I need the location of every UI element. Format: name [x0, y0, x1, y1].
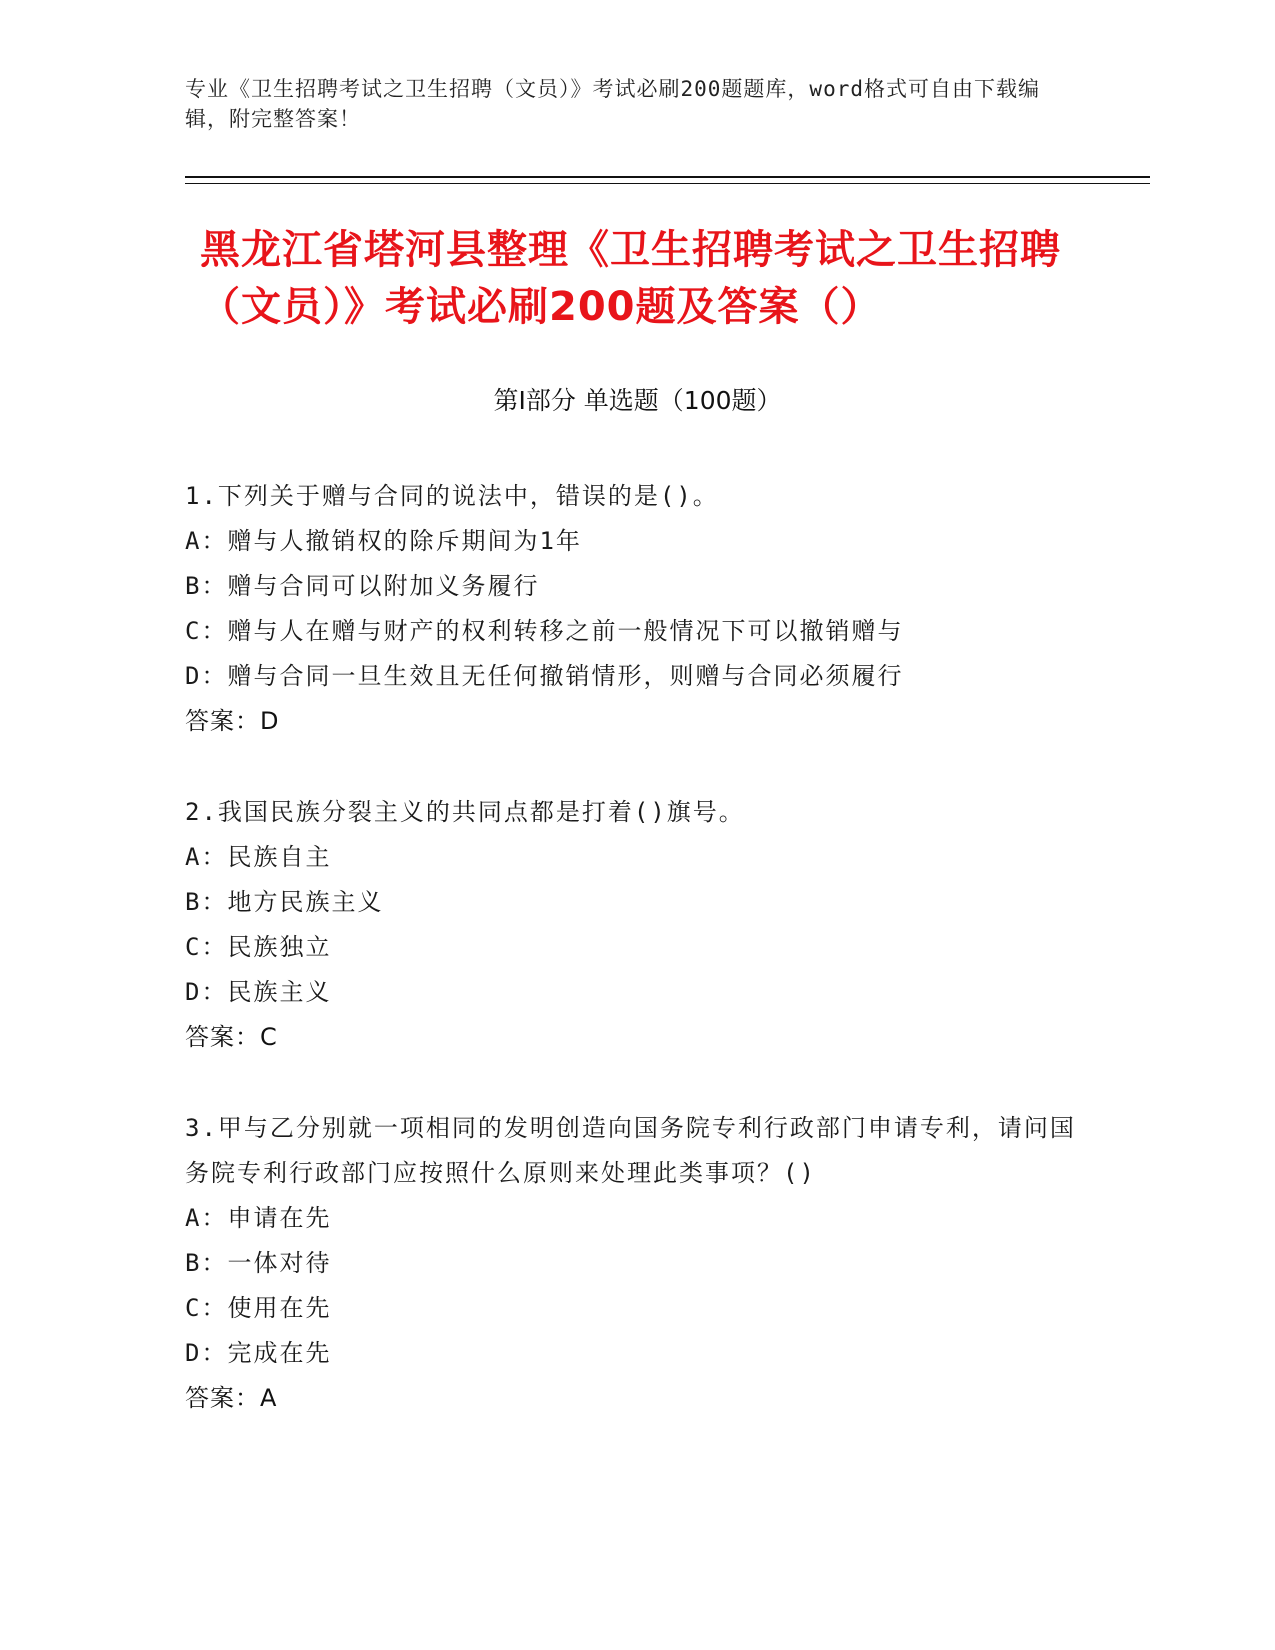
- option-d: D：民族主义: [185, 978, 332, 1006]
- option-c: C：赠与人在赠与财产的权利转移之前一般情况下可以撤销赠与: [185, 617, 904, 645]
- question-stem: 3.甲与乙分别就一项相同的发明创造向国务院专利行政部门申请专利，请问国务院专利行政部门应按照什么原则来处理此类事项？(): [185, 1114, 1076, 1187]
- question-item: [185, 1106, 1085, 1421]
- question-item: [185, 790, 1085, 1060]
- option-a: A：申请在先: [185, 1204, 332, 1232]
- header-divider-thick: [185, 176, 1150, 178]
- option-c: C：使用在先: [185, 1294, 332, 1322]
- option-a: A：赠与人撤销权的除斥期间为1年: [185, 527, 582, 555]
- question-list: [185, 474, 1085, 1467]
- header-note: 专业《卫生招聘考试之卫生招聘（文员）》考试必刷200题题库，word格式可自由下载编辑，附完整答案！: [185, 77, 1040, 131]
- answer-line: 答案：D: [185, 707, 280, 735]
- document-title: 黑龙江省塔河县整理《卫生招聘考试之卫生招聘（文员）》考试必刷200题及答案（）: [200, 227, 1061, 330]
- option-b: B：赠与合同可以附加义务履行: [185, 572, 540, 600]
- question-stem: 1.下列关于赠与合同的说法中，错误的是()。: [185, 482, 719, 510]
- answer-line: 答案：C: [185, 1023, 278, 1051]
- option-d: D：赠与合同一旦生效且无任何撤销情形，则赠与合同必须履行: [185, 662, 904, 690]
- answer-line: 答案：A: [185, 1384, 278, 1412]
- question-stem: 2.我国民族分裂主义的共同点都是打着()旗号。: [185, 798, 745, 826]
- option-d: D：完成在先: [185, 1339, 332, 1367]
- option-b: B：一体对待: [185, 1249, 332, 1277]
- option-a: A：民族自主: [185, 843, 332, 871]
- header-divider-thin: [185, 183, 1150, 184]
- option-c: C：民族独立: [185, 933, 332, 961]
- option-b: B：地方民族主义: [185, 888, 384, 916]
- question-item: [185, 474, 1085, 744]
- section-heading: 第Ⅰ部分 单选题（100题）: [493, 386, 782, 415]
